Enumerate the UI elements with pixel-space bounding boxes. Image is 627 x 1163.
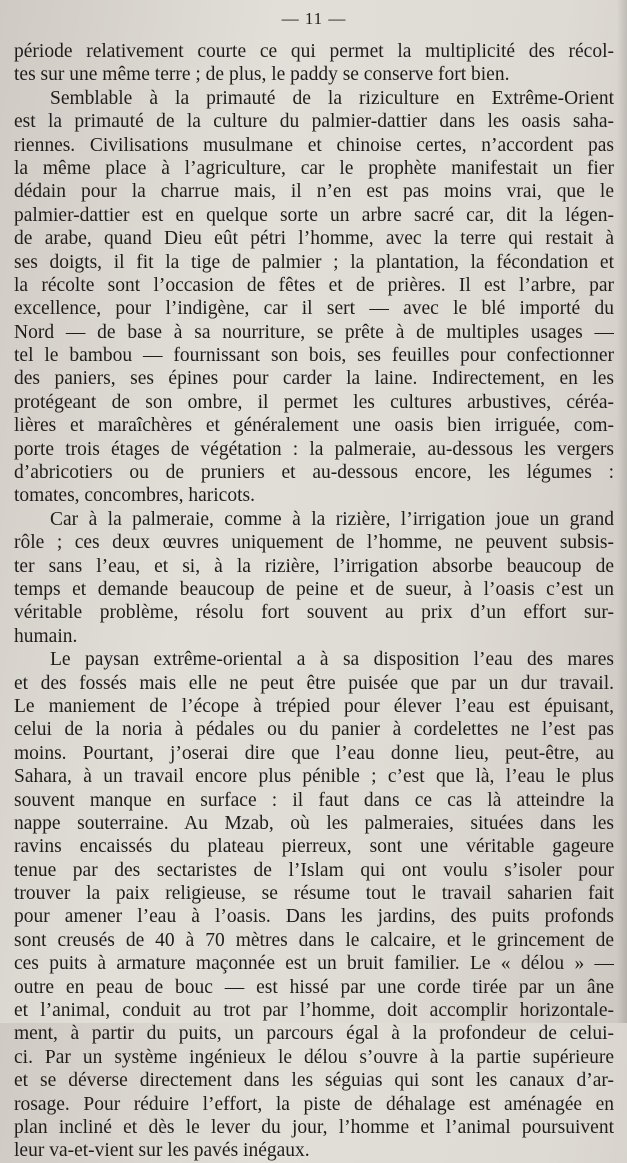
text-line: ci. Par un système ingénieux le délou s’ouvre à la partie supérieure <box>14 1046 614 1068</box>
text-line: véritable problème, résolu fort souvent au prix d’un effort sur- <box>14 602 614 624</box>
text-line: ter sans l’eau, et si, à la rizière, l’irrigation absorbe beaucoup de <box>14 555 614 577</box>
text-line: leur va-et-vient sur les pavés inégaux. <box>14 1140 310 1162</box>
text-line: d’abricotiers ou de pruniers et au-dessous encore, les légumes : <box>14 462 614 484</box>
text-line: tomates, concombres, haricots. <box>14 485 255 507</box>
text-line: ravins encaissés du plateau pierreux, sont une véritable gageure <box>14 836 614 858</box>
text-line: rosage. Pour réduire l’effort, la piste de déhalage est aménagée en <box>14 1093 614 1115</box>
text-line: Nord — de base à sa nourriture, se prête à de multiples usages — <box>14 321 614 343</box>
text-line: Le paysan extrême-oriental a à sa disposition l’eau des mares <box>50 649 614 671</box>
text-line: de arabe, quand Dieu eût pétri l’homme, avec la terre qui restait à <box>14 228 614 250</box>
text-line: souvent manque en surface : il faut dans ce cas là atteindre la <box>14 789 614 811</box>
text-line: trouver la paix religieuse, se résume tout le travail saharien fait <box>14 883 614 905</box>
text-line: période relativement courte ce qui permet la multiplicité des récol- <box>14 41 614 62</box>
text-line: rôle ; ces deux œuvres uniquement de l’homme, ne peuvent subsis- <box>14 532 614 554</box>
text-line: tel le bambou — fournissant son bois, ses feuilles pour confectionner <box>14 345 614 367</box>
text-line: outre en peau de bouc — est hissé par une corde tirée par un âne <box>14 976 614 998</box>
text-line: ment, à partir du puits, un parcours égal à la profondeur de celui- <box>14 1023 614 1045</box>
paragraph-paysan <box>14 648 614 1163</box>
text-line: ces puits à armature maçonnée est un bruit familier. Le « délou » — <box>14 953 614 975</box>
text-line: excellence, pour l’indigène, car il sert — avec le blé importé du <box>14 298 614 320</box>
text-line: tes sur une même terre ; de plus, le paddy se conserve fort bien. <box>14 64 510 86</box>
text-line: est la primauté de la culture du palmier-dattier dans les oasis saha- <box>14 111 614 133</box>
text-line: des paniers, ses épines pour carder la laine. Indirectement, en les <box>14 368 614 390</box>
text-line: Semblable à la primauté de la riziculture en Extrême-Orient <box>50 87 614 109</box>
text-line: et des fossés mais elle ne peut être puisée que par un dur travail. <box>14 672 614 694</box>
text-line: tenue par des sectaristes de l’Islam qui ont voulu s’isoler pour <box>14 859 614 881</box>
text-line: la même place à l’agriculture, car le prophète manifestait un fier <box>14 157 614 179</box>
text-line: humain. <box>14 625 78 647</box>
text-line: porte trois étages de végétation : la palmeraie, au-dessous les vergers <box>14 438 614 460</box>
text-line: Sahara, à un travail encore plus pénible ; c’est que là, l’eau le plus <box>14 766 614 788</box>
paragraph-continuation <box>14 40 614 87</box>
text-line: palmier-dattier est en quelque sorte un arbre sacré car, dit la légen- <box>14 204 614 226</box>
text-line: celui de la noria à pédales ou du panier à cordelettes ne l’est pas <box>14 719 614 741</box>
text-line: nappe souterraine. Au Mzab, où les palmeraies, situées dans les <box>14 812 614 834</box>
text-line: plan incliné et dès le lever du jour, l’homme et l’animal poursuivent <box>14 1116 614 1138</box>
book-page <box>14 8 614 1162</box>
page-number: — 11 — <box>281 9 347 28</box>
page-edge-shadow <box>617 0 627 1023</box>
text-line: dédain pour la charrue mais, il n’en est pas moins vrai, que le <box>14 181 614 203</box>
text-line: la récolte sont l’occasion de fêtes et de prières. Il est l’arbre, par <box>14 274 614 296</box>
text-line: riennes. Civilisations musulmane et chinoise certes, n’accordent pas <box>14 134 614 156</box>
text-line: temps et demande beaucoup de peine et de sueur, à l’oasis c’est un <box>14 578 614 600</box>
text-line: pour amener l’eau à l’oasis. Dans les jardins, des puits profonds <box>14 906 614 928</box>
text-line: et se déverse directement dans les séguias qui sont les canaux d’ar- <box>14 1070 614 1092</box>
text-line: sont creusés de 40 à 70 mètres dans le calcaire, et le grincement de <box>14 929 614 951</box>
text-line: Le maniement de l’écope à trépied pour élever l’eau est épuisant, <box>14 695 614 717</box>
paragraph-irrigation <box>14 508 614 648</box>
text-line: protégeant de son ombre, il permet les cultures arbustives, céréa- <box>14 391 614 413</box>
text-line: Car à la palmeraie, comme à la rizière, l’irrigation joue un grand <box>50 508 614 530</box>
text-line: et l’animal, conduit au trot par l’homme, doit accomplir horizontale- <box>14 1000 614 1022</box>
text-line: moins. Pourtant, j’oserai dire que l’eau donne lieu, peut-être, au <box>14 742 614 764</box>
text-line: lières et maraîchères et généralement une oasis bien irriguée, com- <box>14 415 614 437</box>
text-line: ses doigts, il fit la tige de palmier ; la plantation, la fécondation et <box>14 251 614 273</box>
paragraph-palmier-dattier <box>14 87 614 508</box>
